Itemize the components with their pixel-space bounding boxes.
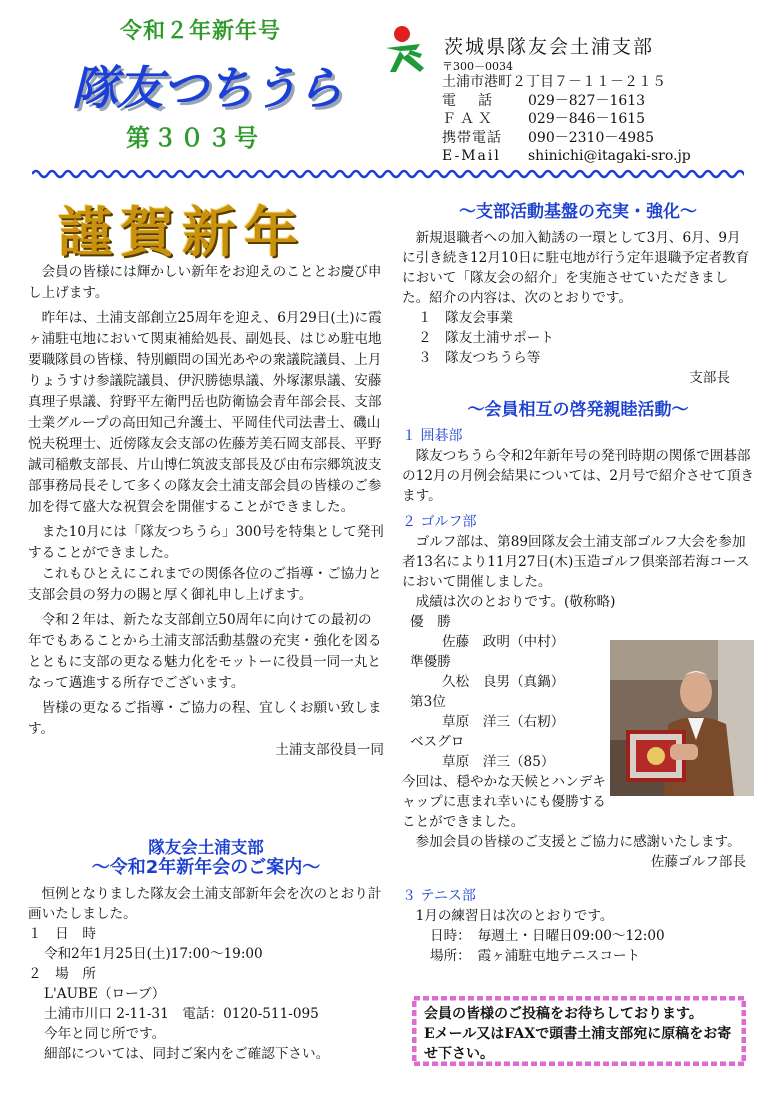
- contact-block: [442, 60, 691, 166]
- party-date: 令和2年1月25日(土)17:00～19:00: [44, 946, 263, 962]
- golf-result-place: 優 勝: [410, 614, 451, 630]
- tennis-when: 日時： 毎週土・日曜日09:00～12:00: [430, 928, 665, 944]
- greeting-paragraph: 令和２年は、新たな支部創立50周年に向けての最初の年でもあることから土浦支部活動基盤の充実・強化を図るとともに支部の更なる魅力化をモットーに役員一同一丸となって邁進する所存でございます。: [28, 612, 382, 691]
- activities-list-item: ２ 隊友土浦サポート: [418, 330, 554, 346]
- notice-line: Eメール又はFAXで頭書土浦支部宛に原稿をお寄せ下さい。: [424, 1026, 732, 1062]
- party-intro: 恒例となりました隊友会土浦支部新年会を次のとおり計画いたしました。: [28, 886, 382, 922]
- party-subtitle: ～令和2年新年会のご案内～: [91, 857, 321, 878]
- mobile-label: 携帯電話: [442, 129, 502, 146]
- party-date-label: １ 日 時: [28, 926, 96, 942]
- party-venue: L'AUBE（ローブ）: [44, 986, 166, 1002]
- greeting-paragraph: また10月には「隊友つちうら」300号を特集として発刊することができました。: [28, 524, 384, 561]
- notice-line: 会員の皆様のご投稿をお待ちしております。: [424, 1006, 703, 1022]
- paper-name: 隊友つちうら: [72, 61, 342, 115]
- wave-divider: [32, 168, 744, 180]
- party-venue-address: 土浦市川口 2-11-31 電話：0120-511-095: [44, 1006, 319, 1022]
- tel-number: 029－827－1613: [528, 92, 646, 109]
- fax-row: [442, 110, 691, 129]
- tennis-club-heading: ３ テニス部: [402, 888, 476, 904]
- club-logo-icon: [380, 24, 428, 76]
- mobile-number: 090－2310－4985: [528, 129, 654, 146]
- fax-label: ＦＡＸ: [442, 111, 496, 127]
- party-place-label: ２ 場 所: [28, 966, 96, 982]
- golf-thanks: 参加会員の皆様のご支援とご協力に感謝いたします。: [415, 834, 741, 850]
- golf-result-place: ベスグロ: [410, 734, 465, 750]
- golf-after: 今回は、穏やかな天候とハンデキャップに恵まれ幸いにも優勝することができました。: [402, 774, 606, 830]
- issue-number: 第３０３号: [126, 124, 261, 152]
- golf-result-name: 草原 洋三（右籾）: [442, 714, 565, 730]
- email-label: E-Mail: [442, 148, 501, 164]
- right-column: [402, 202, 754, 966]
- golf-result-name: 久松 良男（真鍋）: [442, 674, 565, 690]
- activities-list-item: １ 隊友会事業: [418, 310, 514, 326]
- submission-notice: [424, 1004, 736, 1064]
- tennis-where: 場所： 霞ヶ浦駐屯地テニスコート: [430, 948, 641, 964]
- golf-club-heading: ２ ゴルフ部: [402, 514, 477, 530]
- postal-code: 〒300－0034: [442, 60, 513, 73]
- go-club-heading: １ 囲碁部: [402, 428, 463, 444]
- party-note: 細部については、同封ご案内をご確認下さい。: [44, 1046, 330, 1062]
- issue-title: 令和２年新年号: [120, 19, 282, 44]
- new-year-party-article: [28, 838, 384, 1064]
- greeting-paragraph: 会員の皆様には輝かしい新年をお迎えのこととお慶び申し上げます。: [28, 264, 382, 301]
- tel-row: [442, 92, 691, 111]
- party-title: 隊友会土浦支部: [148, 838, 264, 857]
- new-year-heading: 謹賀新年: [58, 200, 306, 264]
- greeting-signoff: 土浦支部役員一同: [275, 742, 384, 758]
- party-note: 今年と同じ所です。: [44, 1026, 166, 1042]
- golf-result-place: 準優勝: [410, 654, 451, 670]
- org-name: 茨城県隊友会土浦支部: [444, 36, 655, 58]
- mobile-row: [442, 129, 691, 148]
- greeting-article: [28, 262, 384, 761]
- activities-body: 新規退職者への加入勧誘の一環として3月、6月、9月に引き続き12月10日に駐屯地が行う定年退職予定者教育において「隊友会の紹介」を実施させていただきました。紹介の内容は、次のとおりです。: [402, 230, 750, 306]
- golf-winner-photo: [610, 640, 754, 796]
- tennis-body: 1月の練習日は次のとおりです。: [415, 908, 614, 924]
- greeting-paragraph: 昨年は、土浦支部創立25周年を迎え、6月29日(土)に霞ヶ浦駐屯地において関東補給処長、副処長、はじめ駐屯地要職隊員の皆様、特別顧問の国光あやの衆議院議員、上月りょうすけ参議院議員、伊沢勝徳県議、外塚潔県議、安藤真理子県議、狩野平左衛門岳也防衛協会青年部会長、支部士業グループの高田知己弁護士、平岡佳代司法書士、磯山悦夫税理士、近傍隊友会支部の佐藤芳美石岡支部長、平野誠司稲敷支部長、片山博仁筑波支部長及び由布宗郷筑波支部事務局長そして多くの隊友会土浦支部会員の皆様のご参加を得て盛大な祝賀会を開催することができました。: [28, 310, 382, 515]
- email-row: [442, 147, 691, 166]
- tel-label: 電 話: [442, 92, 496, 109]
- activities-signoff: 支部長: [689, 370, 730, 386]
- activities-title: ～支部活動基盤の充実・強化～: [459, 202, 697, 222]
- greeting-paragraph: これもひとえにこれまでの関係各位のご指導・ご協力と支部会員の努力の賜と厚く御礼申し上げます。: [28, 566, 382, 603]
- golf-club-body: ゴルフ部は、第89回隊友会土浦支部ゴルフ大会を参加者13名により11月27日(木)玉造ゴルフ倶楽部若海コースにおいて開催しました。: [402, 534, 750, 590]
- golf-result-place: 第3位: [410, 694, 446, 710]
- golf-signoff: 佐藤ゴルフ部長: [650, 854, 746, 870]
- exchange-title: ～会員相互の啓発親睦活動～: [467, 400, 689, 420]
- address: 土浦市港町２丁目７－１１－２１５: [442, 74, 666, 90]
- golf-results-intro: 成績は次のとおりです。(敬称略): [415, 594, 616, 610]
- go-club-body: 隊友つちうら令和2年新年号の発刊時期の関係で囲碁部の12月の月例会結果については、2月号で紹介させて頂きます。: [402, 448, 754, 504]
- email-address[interactable]: shinichi@itagaki-sro.jp: [528, 148, 691, 164]
- golf-result-name: 佐藤 政明（中村）: [442, 634, 565, 650]
- activities-list-item: ３ 隊友つちうら等: [418, 350, 541, 366]
- greeting-paragraph: 皆様の更なるご指導・ご協力の程、宜しくお願い致します。: [28, 700, 382, 737]
- golf-result-name: 草原 洋三（85）: [442, 754, 555, 770]
- fax-number: 029－846－1615: [528, 111, 646, 127]
